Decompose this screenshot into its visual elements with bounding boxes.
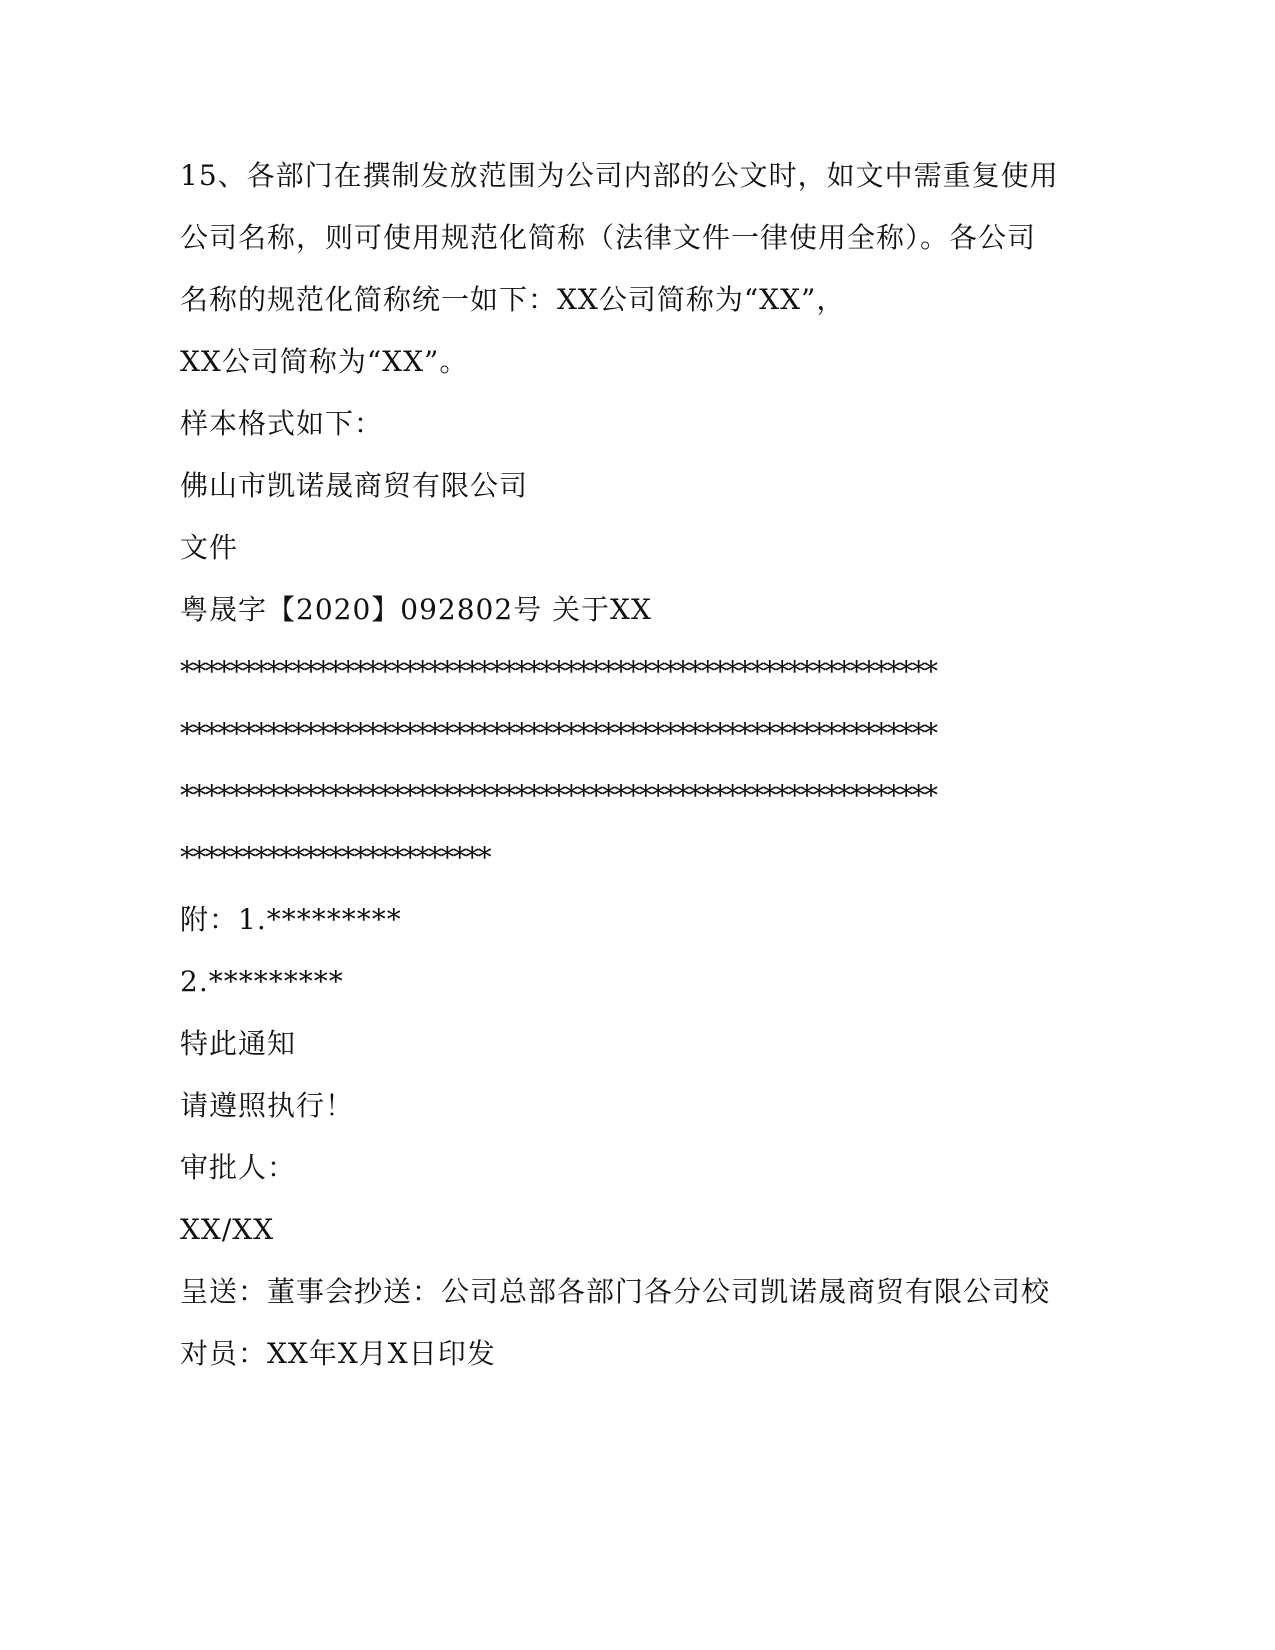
distribution-line: 呈送：董事会抄送：公司总部各部门各分公司凯诺晟商贸有限公司校 [180, 1275, 1051, 1308]
placeholder-body-line: ************************************************************* [180, 717, 937, 750]
placeholder-body-line: ************************* [180, 841, 491, 874]
attachment-item: 2.********* [180, 965, 344, 998]
paragraph-line: 公司名称，则可使用规范化简称（法律文件一律使用全称）。各公司 [180, 221, 1037, 254]
document-label: 文件 [180, 531, 239, 564]
approver-label: 审批人： [180, 1151, 297, 1184]
paragraph-line: XX公司简称为“XX”。 [180, 345, 469, 378]
instruction-line: 请遵照执行！ [180, 1089, 355, 1122]
sample-format-heading: 样本格式如下： [180, 407, 384, 440]
paragraph-line: 名称的规范化简称统一如下：XX公司简称为“XX”， [180, 283, 846, 316]
approver-value: XX/XX [180, 1213, 275, 1246]
issue-date-line: 对员：XX年X月X日印发 [180, 1337, 496, 1370]
company-name: 佛山市凯诺晟商贸有限公司 [180, 469, 529, 502]
placeholder-body-line: ************************************************************* [180, 655, 937, 688]
placeholder-body-line: ************************************************************* [180, 779, 937, 812]
attachment-item: 附：1.********* [180, 903, 402, 936]
notice-line: 特此通知 [180, 1027, 297, 1060]
document-number: 粤晟字【2020】092802号 关于XX [180, 593, 652, 626]
paragraph-line: 15、各部门在撰制发放范围为公司内部的公文时，如文中需重复使用 [180, 159, 1059, 192]
